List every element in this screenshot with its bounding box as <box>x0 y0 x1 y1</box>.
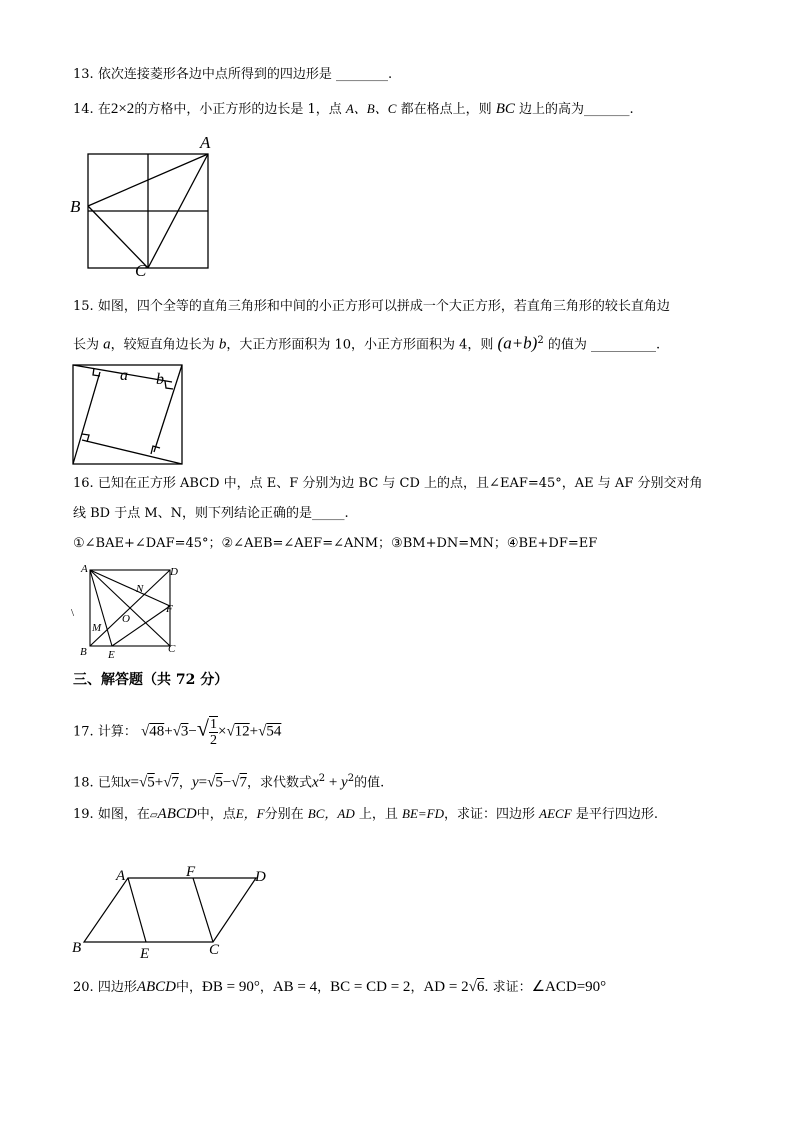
q14-label-a: A <box>200 133 211 152</box>
q13-number: 13. <box>73 67 94 82</box>
svg-text:O: O <box>122 613 130 625</box>
question-16-line-1: 16. 已知在正方形 ABCD 中，点 E、F 分别为边 BC 与 CD 上的点，且∠EAF=45°，AE 与 AF 分别交对角 <box>73 476 703 491</box>
svg-text:B: B <box>80 646 87 658</box>
q14-blank: _______ <box>584 102 630 117</box>
question-14: 14. 在2×2的方格中，小正方形的边长是 1，点 A、B、C 都在格点上，则 BC 边上的高为_______. <box>73 101 634 117</box>
q13-blank: ________ <box>335 67 388 82</box>
q14-label-c: C <box>135 261 147 280</box>
svg-text:D: D <box>255 869 266 885</box>
svg-text:E: E <box>140 946 150 962</box>
q15-label-b: b <box>156 371 164 388</box>
svg-text:B: B <box>72 940 82 956</box>
svg-text:M: M <box>92 622 102 634</box>
q14-number: 14. <box>73 102 94 117</box>
q14-grid-size: 2×2 <box>110 101 135 117</box>
q16-figure <box>70 560 185 660</box>
svg-text:C: C <box>209 942 220 958</box>
q14-label-b: B <box>70 197 81 216</box>
question-16-line-2: 线 BD 于点 M、N，则下列结论正确的是_____. <box>73 506 349 521</box>
q15-label-a: a <box>120 367 128 384</box>
q19-parallelogram <box>84 878 256 942</box>
question-15-line-1: 15. 如图，四个全等的直角三角形和中间的小正方形可以拼成一个大正方形，若直角三角形的较长直角边 <box>73 299 670 314</box>
q13-text: 依次连接菱形各边中点所得到的四边形是 <box>97 67 332 82</box>
q15-blank: __________ <box>591 337 656 353</box>
svg-text:C: C <box>168 643 176 655</box>
question-19: 19. 如图，在▱ABCD中，点E，F分别在 BC，AD 上，且 BE=FD，求证：四边形 AECF 是平行四边形. <box>73 806 658 822</box>
question-15-line-2: 长为 a，较短直角边长为 b，大正方形面积为 10，小正方形面积为 4，则 $(a+b)^2$ 的值为 __________. <box>73 333 661 353</box>
svg-text:A: A <box>81 563 88 575</box>
question-13: 13. 依次连接菱形各边中点所得到的四边形是 ________. <box>73 67 393 82</box>
question-16-options: ①∠BAE+∠DAF=45°；②∠AEB=∠AEF=∠ANM；③BM+DN=MN；④BE+DF=EF <box>73 536 598 551</box>
svg-text:F: F <box>166 603 173 615</box>
q15-figure <box>72 364 184 466</box>
question-18: 18. 已知x=√5+√7，y=√5−√7，求代数式$x^2 + y^2$的值. <box>73 773 385 791</box>
question-20: 20. 四边形ABCD中，ÐB = 90°，AB = 4，BC = CD = 2，AD = 2√6. 求证：∠ACD=90° <box>73 979 607 995</box>
svg-text:D: D <box>170 566 178 578</box>
q15-expression: (a+b) <box>497 333 538 353</box>
q19-figure <box>66 862 276 962</box>
q14-figure <box>70 132 220 280</box>
svg-text:E: E <box>108 649 115 661</box>
svg-text:A: A <box>116 868 126 884</box>
svg-text:F: F <box>186 864 196 880</box>
question-17: 17. 计算： √48+√3−√ $\frac{1}{2}$ ×√12+√54 <box>73 715 282 748</box>
q16-stray-mark: \ <box>71 607 75 619</box>
svg-text:N: N <box>136 583 144 595</box>
section-3-heading: 三、解答题（共 72 分） <box>73 672 229 688</box>
